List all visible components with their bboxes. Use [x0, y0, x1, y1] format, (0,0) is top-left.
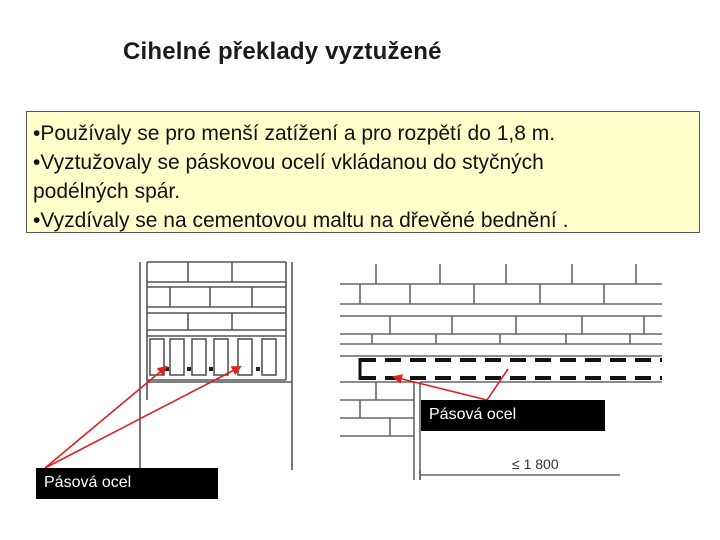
bullet-reinforcement-cont: podélných spár.: [33, 180, 181, 203]
right-wall-drawing: [340, 264, 662, 480]
dimension-label: ≤ 1 800: [512, 456, 559, 472]
arrow-left-2: [45, 367, 240, 468]
bullet-reinforcement: •Vyztužovaly se páskovou ocelí vkládanou do styčných: [33, 151, 544, 174]
bullet-mortar: •Vyzdívaly se na cementovou maltu na dřevěné bednění .: [33, 209, 569, 232]
arrow-left-1: [45, 367, 166, 468]
bullet-usage: •Používaly se pro menší zatížení a pro rozpětí do 1,8 m.: [33, 122, 556, 145]
page-title: Cihelné překlady vyztužené: [123, 38, 442, 65]
left-lintel-drawing: [140, 262, 292, 470]
arrow-right-stem: [487, 369, 508, 400]
arrow-right-head: [394, 377, 487, 400]
steel-strip-label-right: Pásová ocel: [421, 400, 605, 431]
steel-strip-label-left: Pásová ocel: [36, 468, 218, 499]
right-steel-strips: [360, 360, 662, 378]
left-steel-strips: [165, 367, 260, 371]
